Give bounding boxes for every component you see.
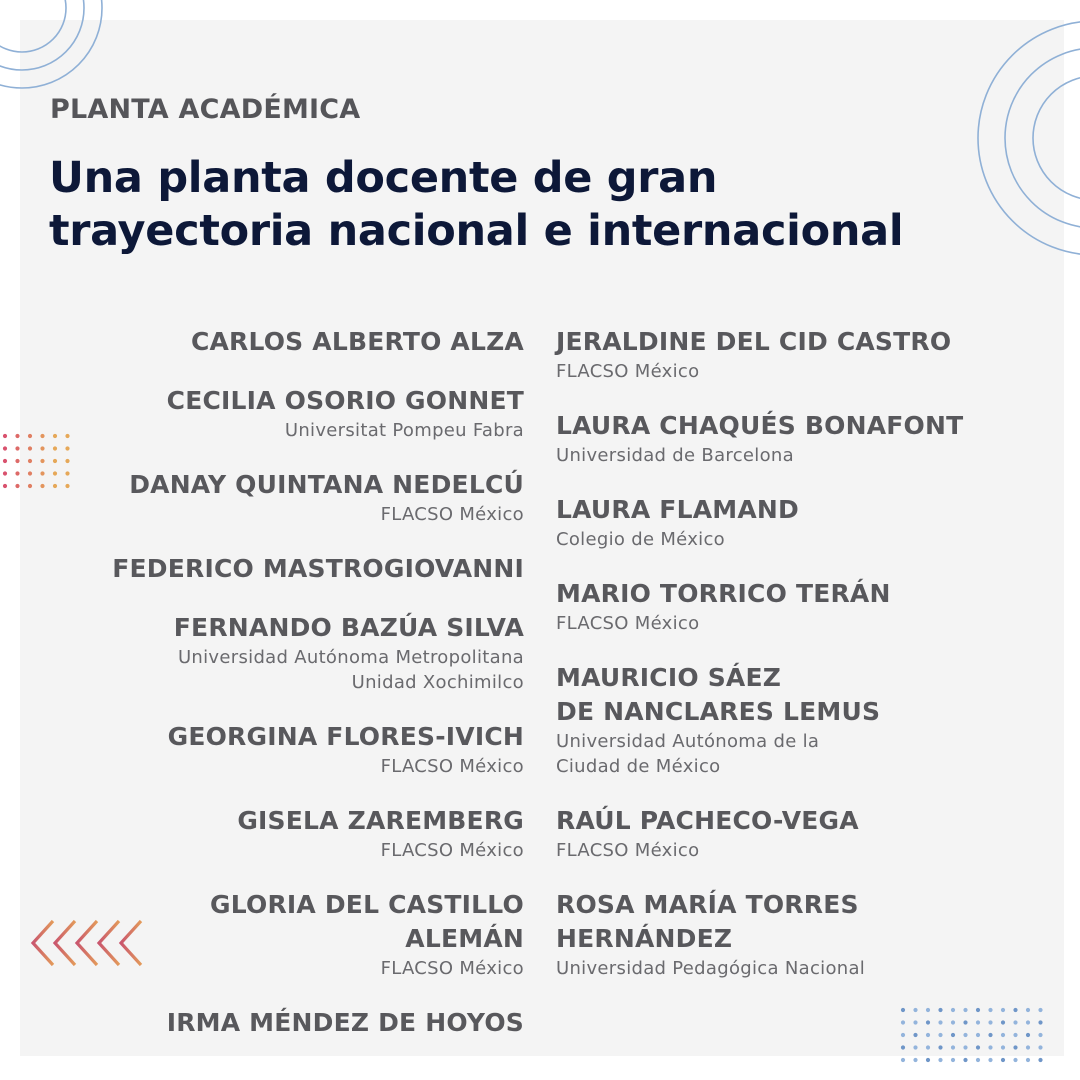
faculty-name: FEDERICO MASTROGIOVANNI <box>112 554 524 583</box>
list-item <box>112 888 524 981</box>
faculty-list-left <box>112 325 524 1040</box>
faculty-list-right <box>556 325 963 981</box>
dot <box>901 1008 905 1012</box>
dot <box>1001 1008 1005 1012</box>
dot <box>913 1008 917 1012</box>
list-item <box>556 888 963 981</box>
list-item <box>556 577 963 636</box>
dot <box>951 1058 955 1062</box>
dot <box>1013 1033 1017 1037</box>
faculty-name: RAÚL PACHECO-VEGA <box>556 806 859 835</box>
dot <box>53 471 57 475</box>
dot <box>1026 1008 1030 1012</box>
dot <box>976 1008 980 1012</box>
dot <box>15 471 19 475</box>
dot <box>28 446 32 450</box>
dot <box>951 1045 955 1049</box>
dot <box>3 471 7 475</box>
faculty-affiliation: Universitat Pompeu Fabra <box>284 420 524 441</box>
dot <box>926 1020 930 1024</box>
dot <box>1038 1008 1042 1012</box>
list-item <box>112 325 524 359</box>
faculty-name: GEORGINA FLORES-IVICH <box>167 722 524 751</box>
dot <box>3 459 7 463</box>
dot <box>901 1045 905 1049</box>
faculty-name: JERALDINE DEL CID CASTRO <box>556 327 952 356</box>
list-item <box>112 720 524 779</box>
dot <box>53 446 57 450</box>
dot <box>926 1033 930 1037</box>
dot <box>913 1020 917 1024</box>
faculty-affiliation: FLACSO México <box>380 504 524 525</box>
dot <box>951 1008 955 1012</box>
dot <box>15 484 19 488</box>
faculty-name: MAURICIO SÁEZ <box>556 663 782 692</box>
list-item <box>112 552 524 586</box>
dot <box>53 434 57 438</box>
dot <box>1013 1020 1017 1024</box>
faculty-name: DANAY QUINTANA NEDELCÚ <box>129 470 524 499</box>
concentric-circles-icon <box>970 15 1080 265</box>
dot <box>963 1045 967 1049</box>
dot <box>988 1033 992 1037</box>
page-title <box>49 152 949 258</box>
faculty-name: MARIO TORRICO TERÁN <box>556 579 891 608</box>
list-item <box>556 804 963 863</box>
dot <box>40 459 44 463</box>
dot <box>988 1045 992 1049</box>
dot <box>963 1033 967 1037</box>
dot <box>1001 1045 1005 1049</box>
dot <box>1013 1008 1017 1012</box>
dot <box>938 1033 942 1037</box>
faculty-name: GISELA ZAREMBERG <box>237 806 524 835</box>
dot <box>938 1045 942 1049</box>
dot <box>951 1020 955 1024</box>
dot <box>938 1020 942 1024</box>
dot <box>3 484 7 488</box>
dot-grid-icon <box>0 428 80 508</box>
dot <box>976 1058 980 1062</box>
dot <box>1026 1033 1030 1037</box>
dot <box>28 459 32 463</box>
dot <box>1038 1020 1042 1024</box>
faculty-affiliation: Colegio de México <box>556 529 725 550</box>
dot <box>926 1008 930 1012</box>
dot <box>963 1020 967 1024</box>
dot <box>938 1058 942 1062</box>
faculty-affiliation: Universidad Autónoma Metropolitana <box>177 647 524 668</box>
dot <box>1001 1033 1005 1037</box>
dot <box>65 434 69 438</box>
faculty-name: LAURA CHAQUÉS BONAFONT <box>556 411 964 440</box>
faculty-name: FERNANDO BAZÚA SILVA <box>173 613 524 642</box>
dot <box>938 1008 942 1012</box>
dot <box>901 1033 905 1037</box>
faculty-affiliation: Ciudad de México <box>556 756 721 777</box>
section-kicker: PLANTA ACADÉMICA <box>50 94 361 125</box>
dot <box>1026 1045 1030 1049</box>
dot <box>1026 1020 1030 1024</box>
faculty-affiliation: FLACSO México <box>556 840 700 861</box>
dot <box>1013 1058 1017 1062</box>
dot <box>65 471 69 475</box>
faculty-name: DE NANCLARES LEMUS <box>556 697 881 726</box>
faculty-affiliation: Unidad Xochimilco <box>351 672 524 693</box>
list-item <box>556 409 963 468</box>
list-item <box>112 468 524 527</box>
faculty-name: ROSA MARÍA TORRES <box>556 890 859 919</box>
faculty-affiliation: FLACSO México <box>380 958 524 979</box>
dot <box>3 434 7 438</box>
dot <box>1001 1020 1005 1024</box>
dot <box>1026 1058 1030 1062</box>
title-line-2: trayectoria nacional e internacional <box>49 206 904 256</box>
faculty-affiliation: Universidad de Barcelona <box>556 445 794 466</box>
faculty-name: IRMA MÉNDEZ DE HOYOS <box>166 1008 524 1037</box>
dot <box>976 1033 980 1037</box>
dot <box>40 471 44 475</box>
dot <box>15 446 19 450</box>
dot <box>1038 1058 1042 1062</box>
faculty-name: CARLOS ALBERTO ALZA <box>190 327 524 356</box>
dot <box>1038 1033 1042 1037</box>
dot <box>913 1045 917 1049</box>
faculty-affiliation: Universidad Autónoma de la <box>556 731 820 752</box>
dot <box>53 484 57 488</box>
list-item <box>112 804 524 863</box>
title-line-1: Una planta docente de gran <box>49 153 718 203</box>
list-item <box>556 493 963 552</box>
dot <box>901 1058 905 1062</box>
dot <box>963 1058 967 1062</box>
list-item <box>112 384 524 443</box>
dot <box>1038 1045 1042 1049</box>
dot <box>28 471 32 475</box>
dot-grid-icon <box>895 1000 1055 1080</box>
faculty-name: LAURA FLAMAND <box>556 495 799 524</box>
list-item <box>112 1006 524 1040</box>
dot <box>65 484 69 488</box>
dot <box>913 1033 917 1037</box>
faculty-name: CECILIA OSORIO GONNET <box>166 386 524 415</box>
dot <box>913 1058 917 1062</box>
faculty-affiliation: FLACSO México <box>380 756 524 777</box>
list-item <box>556 661 963 779</box>
dot <box>65 446 69 450</box>
list-item <box>556 325 963 384</box>
faculty-name: ALEMÁN <box>405 924 524 953</box>
dot <box>40 446 44 450</box>
dot <box>1013 1045 1017 1049</box>
dot <box>40 434 44 438</box>
dot <box>15 459 19 463</box>
dot <box>976 1045 980 1049</box>
faculty-name: HERNÁNDEZ <box>556 924 733 953</box>
dot <box>963 1008 967 1012</box>
faculty-name: GLORIA DEL CASTILLO <box>210 890 524 919</box>
dot <box>40 484 44 488</box>
dot <box>988 1008 992 1012</box>
dot <box>988 1058 992 1062</box>
faculty-affiliation: FLACSO México <box>380 840 524 861</box>
dot <box>951 1033 955 1037</box>
dot <box>28 484 32 488</box>
dot <box>976 1020 980 1024</box>
faculty-affiliation: FLACSO México <box>556 613 700 634</box>
dot <box>901 1020 905 1024</box>
dot <box>926 1058 930 1062</box>
list-item <box>112 611 524 695</box>
dot <box>28 434 32 438</box>
faculty-affiliation: Universidad Pedagógica Nacional <box>556 958 866 979</box>
dot <box>65 459 69 463</box>
dot <box>15 434 19 438</box>
dot <box>926 1045 930 1049</box>
dot <box>53 459 57 463</box>
faculty-affiliation: FLACSO México <box>556 361 700 382</box>
dot <box>1001 1058 1005 1062</box>
dot <box>3 446 7 450</box>
dot <box>988 1020 992 1024</box>
